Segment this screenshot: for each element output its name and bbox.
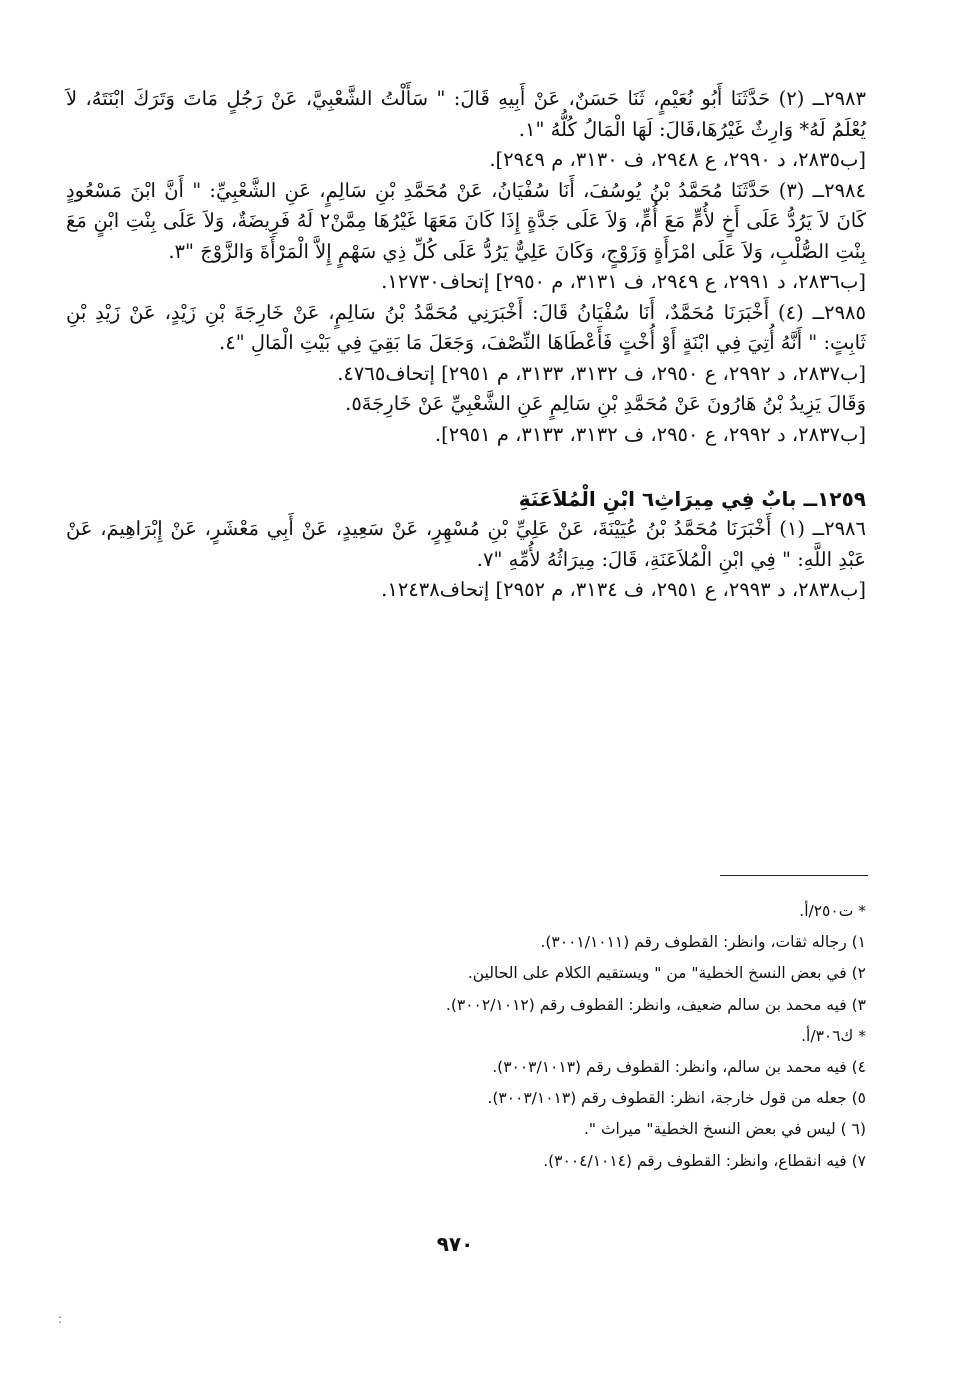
reference-2985: [ب٢٨٣٧، د ٢٩٩٢، ع ٢٩٥٠، ف ٣١٣٢، ٣١٣٣، م ٢٩٥١] إتحاف٤٧٦٥.: [337, 361, 866, 385]
reference-2986: [ب٢٨٣٨، د ٢٩٩٣، ع ٢٩٥١، ف ٣١٣٤، م ٢٩٥٢] إتحاف١٢٤٣٨.: [381, 578, 866, 601]
hadith-2985: ٢٩٨٥ــ (٤) أَخْبَرَنَا مُحَمَّدٌ، أَنَا سُفْيَانُ قَالَ: أَخْبَرَنِي مُحَمَّدُ بْنُ سَالِمٍ، عَنْ خَارِجَةَ بْنِ زَيْدٍ، عَنْ زَيْدِ بْنِ ثَابِتٍ: " أَنَّهُ أُتِيَ فِي ابْنَةٍ أَوْ أُخْتٍ فَأَعْطَاهَا النِّصْفَ، وَجَعَلَ مَا بَقِيَ فِي بَيْتِ الْمَالِ "٤.: [66, 300, 867, 354]
footnote-item: ٢) في بعض النسخ الخطية" من " ويستقيم الكلام على الحالين.: [467, 964, 866, 983]
footnote-item: ١) رجاله ثقات، وانظر: القطوف رقم (٣٠٠١/١٠١١).: [540, 933, 866, 952]
main-text: [66, 84, 866, 606]
footnote-item: ٧) فيه انقطاع، وانظر: القطوف رقم (٣٠٠٤/١٠١٤).: [543, 1151, 866, 1170]
hadith-2986: ٢٩٨٦ــ (١) أَخْبَرَنَا مُحَمَّدُ بْنُ عُيَيْنَةَ، عَنْ عَلِيِّ بْنِ مُسْهِرٍ، عَنْ سَعِيدٍ، عَنْ أَبِي مَعْشَرٍ، عَنْ إِبْرَاهِيمَ، عَنْ عَبْدِ اللَّهِ: " فِي ابْنِ الْمُلاَعَنَةِ، قَالَ: مِيرَاثُهُ لأُمِّهِ "٧.: [66, 517, 867, 571]
footnote-item: ٣) فيه محمد بن سالم ضعيف، وانظر: القطوف رقم (٣٠٠٢/١٠١٢).: [445, 995, 866, 1014]
hadith-2983: ٢٩٨٣ــ (٢) حَدَّثَنَا أَبُو نُعَيْمٍ، ثَنَا حَسَنٌ، عَنْ أَبِيهِ قَالَ: " سَأَلْتُ الشَّعْبِيَّ، عَنْ رَجُلٍ مَاتَ وَتَرَكَ ابْنَتَهُ، لاَ يُعْلَمُ لَهُ* وَارِثٌ غَيْرُهَا،قَالَ: لَهَا الْمَالُ كُلُّهُ "١.: [66, 87, 867, 141]
hadith-2985-note: وَقَالَ يَزِيدُ بْنُ هَارُونَ عَنْ مُحَمَّدِ بْنِ سَالِمٍ عَنِ الشَّعْبِيِّ عَنْ خَارِجَةَ٥.: [345, 392, 866, 415]
reference-2984: [ب٢٨٣٦، د ٢٩٩١، ع ٢٩٤٩، ف ٣١٣١، م ٢٩٥٠] إتحاف١٢٧٣٠.: [381, 270, 866, 293]
footnote-item: * ك٣٠٦/أ.: [801, 1026, 866, 1045]
hadith-2984: ٢٩٨٤ــ (٣) حَدَّثَنَا مُحَمَّدُ بْنُ يُوسُفَ، أَنَا سُفْيَانُ، عَنْ مُحَمَّدِ بْنِ سَالِمٍ، عَنِ الشَّعْبِيِّ: " أَنَّ ابْنَ مَسْعُودٍ كَانَ لاَ يَرُدُّ عَلَى أَخٍ لأُمٍّ مَعَ أُمٍّ، وَلاَ عَلَى جَدَّةٍ إِذَا كَانَ مَعَهَا غَيْرُهَا مِمَّنْ٢ لَهُ فَرِيضَةٌ، وَلاَ عَلَى بِنْتِ ابْنٍ مَعَ بِنْتِ الصُّلْبِ، وَلاَ عَلَى امْرَأَةٍ وَزَوْجٍ، وَكَانَ عَلِيٌّ يَرُدُّ عَلَى كُلِّ ذِي سَهْمٍ إِلاَّ الْمَرْأَةَ وَالزَّوْجَ "٣.: [66, 178, 867, 263]
footnote-item: (٦ ) ليس في بعض النسخ الخطية" ميراث ".: [583, 1120, 866, 1139]
page-number: ٩٧٠: [436, 1232, 474, 1256]
reference-2983: [ب٢٨٣٥، د ٢٩٩٠، ع ٢٩٤٨، ف ٣١٣٠، م ٢٩٤٩].: [489, 148, 866, 171]
chapter-title: ١٢٥٩ــ بابٌ فِي مِيرَاثِ٦ ابْنِ الْمُلاَعَنَةِ: [518, 487, 866, 511]
footnote-divider: [720, 875, 868, 876]
footnote-item: ٥) جعله من قول خارجة، انظر: القطوف رقم (٣٠٠٣/١٠١٣).: [487, 1089, 866, 1108]
scan-mark: :: [58, 1312, 63, 1326]
footnotes: [290, 896, 866, 1177]
reference-2985-note: [ب٢٨٣٧، د ٢٩٩٢، ع ٢٩٥٠، ف ٣١٣٢، ٣١٣٣، م ٢٩٥١].: [434, 422, 866, 446]
footnote-item: ٤) فيه محمد بن سالم، وانظر: القطوف رقم (٣٠٠٣/١٠١٣).: [492, 1058, 866, 1077]
footnote-item: * ت٢٥٠/أ.: [799, 902, 866, 920]
